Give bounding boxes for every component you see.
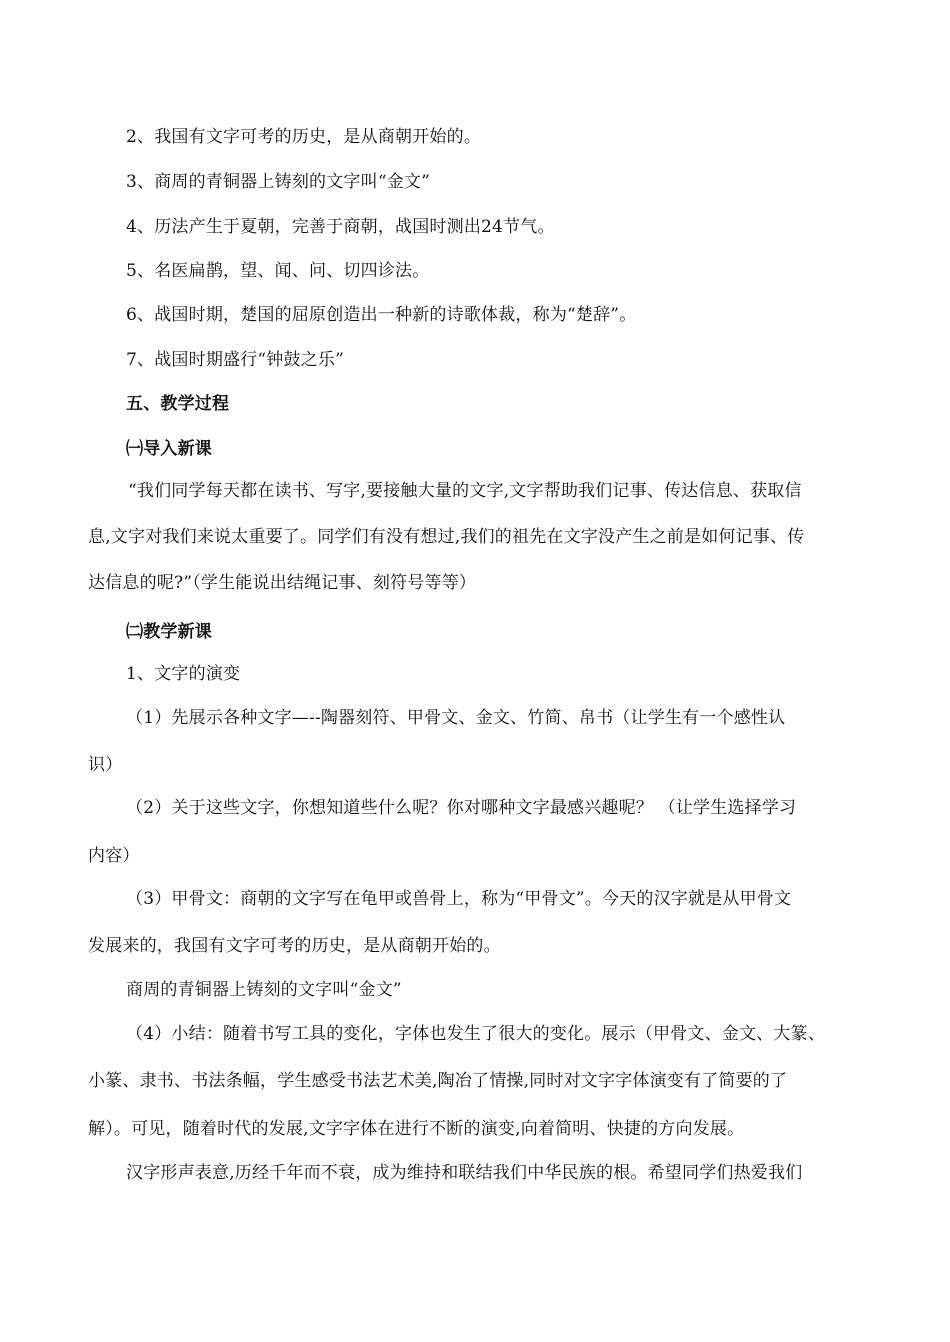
summary-item-4: 4、历法产生于夏朝，完善于商朝，战国时测出24节气。 — [126, 217, 555, 237]
summary-item-7: 7、战国时期盛行“钟鼓之乐” — [126, 350, 344, 370]
new-lesson-heading: ㈡教学新课 — [126, 622, 212, 642]
step-4-line-1: （4）小结：随着书写工具的变化，字体也发生了很大的变化。展示（甲骨文、金文、大篆、 — [126, 1024, 826, 1044]
step-1-line-2: 识） — [88, 755, 123, 775]
summary-item-3: 3、商周的青铜器上铸刻的文字叫“金文” — [126, 172, 430, 192]
summary-item-5: 5、名医扁鹊，望、闻、问、切四诊法。 — [126, 261, 430, 281]
closing-line: 汉字形声表意,历经千年而不衰，成为维持和联结我们中华民族的根。希望同学们热爱我们 — [126, 1163, 803, 1183]
summary-item-6: 6、战国时期，楚国的屈原创造出一种新的诗歌体裁，称为“楚辞”。 — [126, 305, 637, 325]
section-five-heading: 五、教学过程 — [126, 394, 230, 414]
intro-paragraph-line-1: “我们同学每天都在读书、写字,要接触大量的文字,文字帮助我们记事、传达信息、获取信 — [128, 481, 802, 501]
step-2-line-2: 内容） — [88, 846, 140, 866]
topic-1-heading: 1、文字的演变 — [126, 664, 241, 684]
step-2-line-1: （2）关于这些文字，你想知道些什么呢？你对哪种文字最感兴趣呢？ （让学生选择学习 — [126, 798, 797, 818]
step-4-line-3: 解）。可见，随着时代的发展,文字字体在进行不断的演变,向着简明、快捷的方向发展。 — [88, 1119, 745, 1139]
intro-heading: ㈠导入新课 — [126, 439, 212, 459]
step-1-line-1: （1）先展示各种文字—--陶器刻符、甲骨文、金文、竹简、帛书（让学生有一个感性认 — [126, 708, 786, 728]
intro-paragraph-line-2: 息,文字对我们来说太重要了。同学们有没有想过,我们的祖先在文字没产生之前是如何记事、传 — [88, 527, 805, 547]
bronze-inscription-line: 商周的青铜器上铸刻的文字叫“金文” — [126, 980, 402, 1000]
intro-paragraph-line-3: 达信息的呢?”（学生能说出结绳记事、刻符号等等） — [88, 573, 477, 593]
summary-item-2: 2、我国有文字可考的历史，是从商朝开始的。 — [126, 127, 482, 147]
step-4-line-2: 小篆、隶书、书法条幅，学生感受书法艺术美,陶冶了情操,同时对文字字体演变有了简要的了 — [88, 1071, 788, 1091]
step-3-line-2: 发展来的，我国有文字可考的历史，是从商朝开始的。 — [88, 936, 501, 956]
step-3-line-1: （3）甲骨文：商朝的文字写在龟甲或兽骨上，称为“甲骨文”。今天的汉字就是从甲骨文 — [126, 889, 792, 909]
